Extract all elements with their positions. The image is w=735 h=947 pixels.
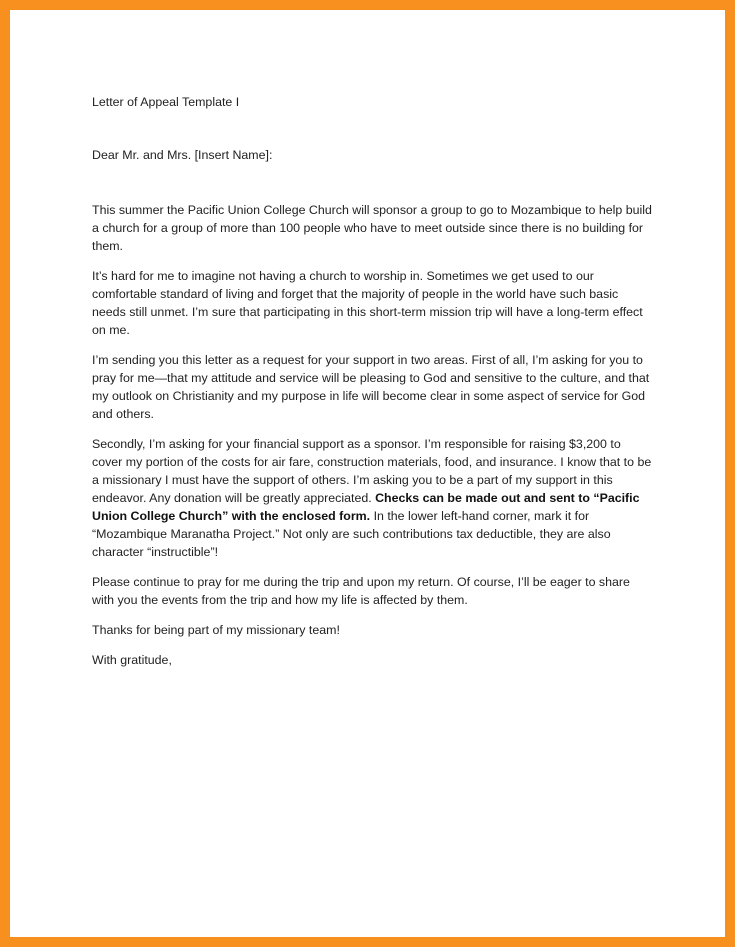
paragraph-financial-request	[92, 435, 652, 561]
thanks-line: Thanks for being part of my missionary team!	[92, 623, 340, 637]
paragraph-intro: This summer the Pacific Union College Church will sponsor a group to go to Mozambique to help build a church for a group of more than 100 people who have to meet outside since there is no building for them.	[92, 203, 652, 253]
letter-salutation: Dear Mr. and Mrs. [Insert Name]:	[92, 148, 273, 162]
letter-title: Letter of Appeal Template I	[92, 95, 240, 109]
paragraph-reflection: It’s hard for me to imagine not having a church to worship in. Sometimes we get used to our comfortable standard of living and forget that the majority of people in the world have such basic needs still unmet. I’m sure that participating in this short-term mission trip will have a long-term effect on me.	[92, 269, 643, 337]
check-instructions: Checks can be made out and sent to “Pacific Union College Church” with the enclosed form.	[92, 491, 640, 523]
paragraph-closing: Please continue to pray for me during the trip and upon my return. Of course, I’ll be eager to share with you the events from the trip and how my life is affected by them.	[92, 575, 630, 607]
letter-body	[92, 93, 652, 669]
signoff: With gratitude,	[92, 653, 172, 667]
financial-text-start: Secondly, I’m asking for your financial support as a sponsor. I’m responsible for raising $3,200 to cover my portion of the costs for air fare, construction materials, food, and insurance. I know that to be a missionary I must have the support of others. I’m asking you to be a part of my support in this endeavor. Any donation will be greatly appreciated.	[92, 437, 652, 505]
paragraph-prayer-request: I’m sending you this letter as a request for your support in two areas. First of all, I’m asking for you to pray for me—that my attitude and service will be pleasing to God and sensitive to the culture, and that my outlook on Christianity and my purpose in life will become clear in some aspect of service for God and others.	[92, 353, 650, 421]
financial-text-end: In the lower left-hand corner, mark it for “Mozambique Maranatha Project.” Not only are such contributions tax deductible, they are also character “instructible”!	[92, 509, 611, 559]
document-page	[10, 10, 725, 937]
